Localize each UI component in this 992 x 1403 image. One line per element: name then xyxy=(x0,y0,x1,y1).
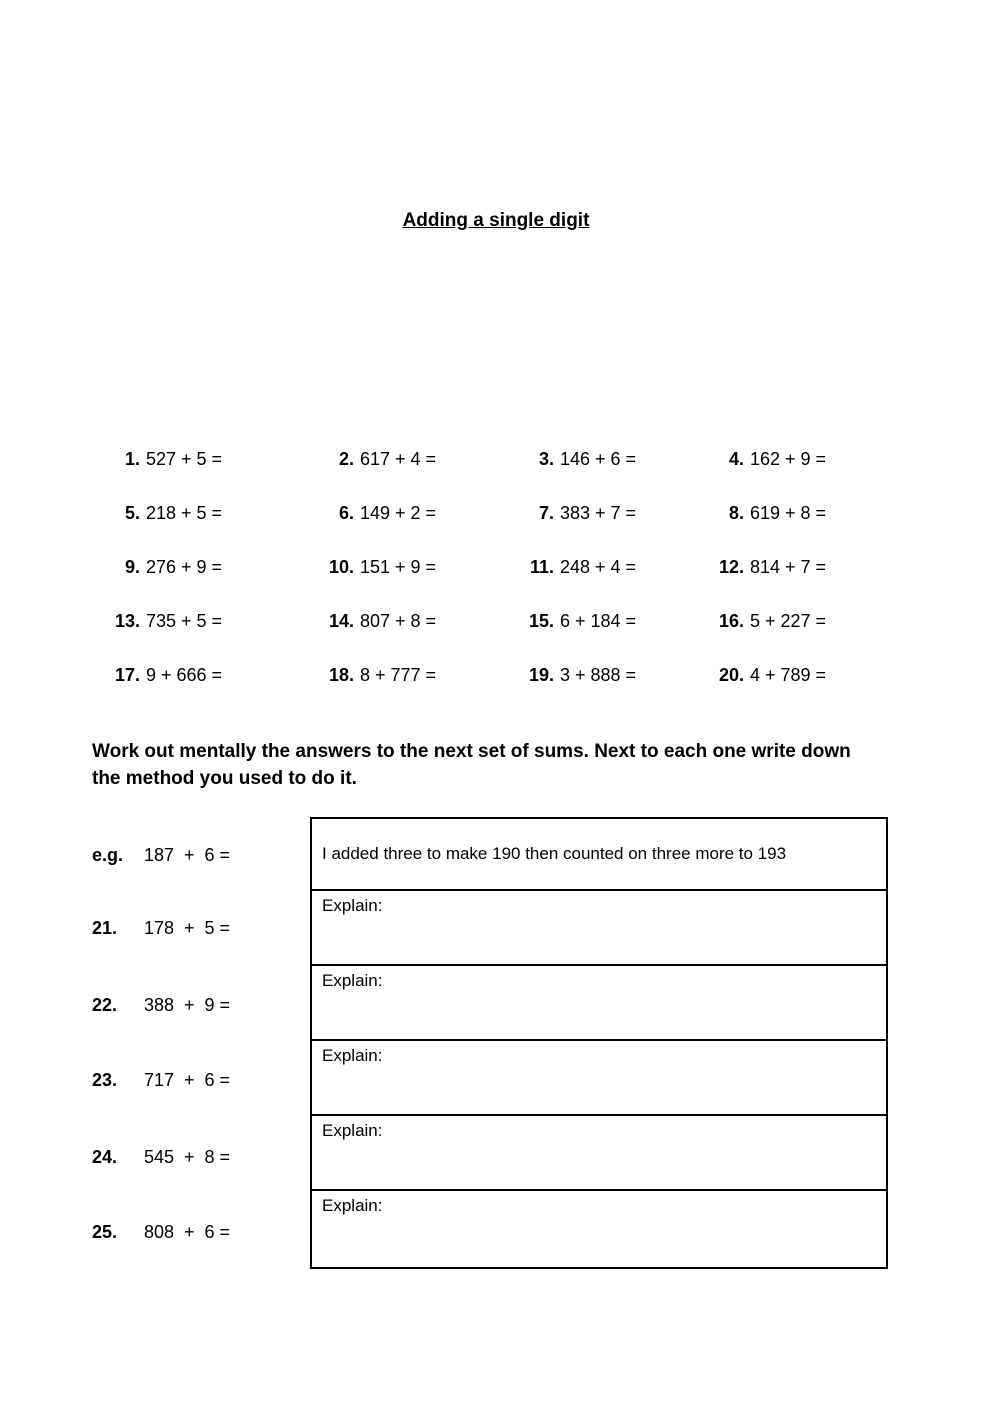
sum-number: 22. xyxy=(92,995,118,1015)
problem-number: 13. xyxy=(114,611,140,631)
problem-expression: 619 + 8 = xyxy=(750,503,827,523)
sum-23 xyxy=(92,1068,230,1093)
problem-expression: 6 + 184 = xyxy=(560,611,637,631)
problem-number: 12. xyxy=(718,557,744,577)
sum-number: 23. xyxy=(92,1070,118,1090)
sum-expression: 717 + 6 = xyxy=(144,1070,231,1090)
problem-11 xyxy=(514,555,704,580)
problem-expression: 149 + 2 = xyxy=(360,503,437,523)
problem-5 xyxy=(100,501,314,526)
problem-expression: 735 + 5 = xyxy=(146,611,223,631)
explain-box-22 xyxy=(312,966,886,1041)
explain-box-23 xyxy=(312,1041,886,1116)
problem-number: 18. xyxy=(328,665,354,685)
explain-label: Explain: xyxy=(322,971,383,990)
problem-18 xyxy=(314,663,514,688)
explain-box-25 xyxy=(312,1191,886,1267)
explain-label: Explain: xyxy=(322,1046,383,1065)
problem-15 xyxy=(514,609,704,634)
problem-number: 9. xyxy=(124,557,140,577)
sum-number: 24. xyxy=(92,1147,118,1167)
problem-expression: 218 + 5 = xyxy=(146,503,223,523)
problem-19 xyxy=(514,663,704,688)
problem-number: 2. xyxy=(338,449,354,469)
problem-20 xyxy=(704,663,894,688)
problem-number: 1. xyxy=(124,449,140,469)
problem-expression: 807 + 8 = xyxy=(360,611,437,631)
problem-number: 10. xyxy=(328,557,354,577)
problem-12 xyxy=(704,555,894,580)
problem-expression: 383 + 7 = xyxy=(560,503,637,523)
problem-expression: 617 + 4 = xyxy=(360,449,437,469)
problem-number: 14. xyxy=(328,611,354,631)
problem-expression: 248 + 4 = xyxy=(560,557,637,577)
answer-boxes xyxy=(310,817,888,1269)
page-title: Adding a single digit xyxy=(402,210,590,231)
sum-number: 21. xyxy=(92,918,118,938)
problem-number: 7. xyxy=(538,503,554,523)
example-sum xyxy=(92,843,230,868)
sum-22 xyxy=(92,993,230,1018)
problem-10 xyxy=(314,555,514,580)
problem-7 xyxy=(514,501,704,526)
problem-expression: 3 + 888 = xyxy=(560,665,637,685)
problem-14 xyxy=(314,609,514,634)
problem-6 xyxy=(314,501,514,526)
problem-expression: 8 + 777 = xyxy=(360,665,437,685)
sum-expression: 178 + 5 = xyxy=(144,918,231,938)
problem-expression: 146 + 6 = xyxy=(560,449,637,469)
sum-21 xyxy=(92,916,230,941)
explain-box-24 xyxy=(312,1116,886,1191)
problem-9 xyxy=(100,555,314,580)
explain-label: Explain: xyxy=(322,1196,383,1215)
problem-expression: 527 + 5 = xyxy=(146,449,223,469)
problem-number: 6. xyxy=(338,503,354,523)
problem-13 xyxy=(100,609,314,634)
problem-number: 15. xyxy=(528,611,554,631)
sum-expression: 545 + 8 = xyxy=(144,1147,231,1167)
explain-box-21 xyxy=(312,891,886,966)
problem-number: 8. xyxy=(728,503,744,523)
problem-expression: 151 + 9 = xyxy=(360,557,437,577)
example-label: e.g. xyxy=(92,845,124,865)
problem-number: 11. xyxy=(529,557,554,577)
problem-number: 20. xyxy=(718,665,744,685)
problem-expression: 5 + 227 = xyxy=(750,611,827,631)
explain-label: Explain: xyxy=(322,1121,383,1140)
example-answer-text: I added three to make 190 then counted on three more to 193 xyxy=(322,844,787,863)
problem-1 xyxy=(100,447,314,472)
problem-number: 17. xyxy=(114,665,140,685)
problem-number: 16. xyxy=(718,611,744,631)
problem-16 xyxy=(704,609,894,634)
problem-8 xyxy=(704,501,894,526)
problem-expression: 814 + 7 = xyxy=(750,557,827,577)
problem-expression: 9 + 666 = xyxy=(146,665,223,685)
problem-expression: 276 + 9 = xyxy=(146,557,223,577)
problem-expression: 162 + 9 = xyxy=(750,449,827,469)
problem-number: 4. xyxy=(728,449,744,469)
explain-label: Explain: xyxy=(322,896,383,915)
problem-17 xyxy=(100,663,314,688)
problem-number: 3. xyxy=(538,449,554,469)
problem-number: 19. xyxy=(528,665,554,685)
sum-25 xyxy=(92,1220,230,1245)
sum-number: 25. xyxy=(92,1222,118,1242)
sum-24 xyxy=(92,1145,230,1170)
problem-4 xyxy=(704,447,894,472)
problem-3 xyxy=(514,447,704,472)
instructions-text: Work out mentally the answers to the next set of sums. Next to each one write down the method you used to do it. xyxy=(92,741,851,789)
problem-2 xyxy=(314,447,514,472)
sum-expression: 388 + 9 = xyxy=(144,995,231,1015)
sum-expression: 808 + 6 = xyxy=(144,1222,231,1242)
problems-grid xyxy=(100,447,894,688)
example-expression: 187 + 6 = xyxy=(144,845,231,865)
problem-number: 5. xyxy=(124,503,140,523)
problem-expression: 4 + 789 = xyxy=(750,665,827,685)
example-answer-box xyxy=(312,819,886,891)
